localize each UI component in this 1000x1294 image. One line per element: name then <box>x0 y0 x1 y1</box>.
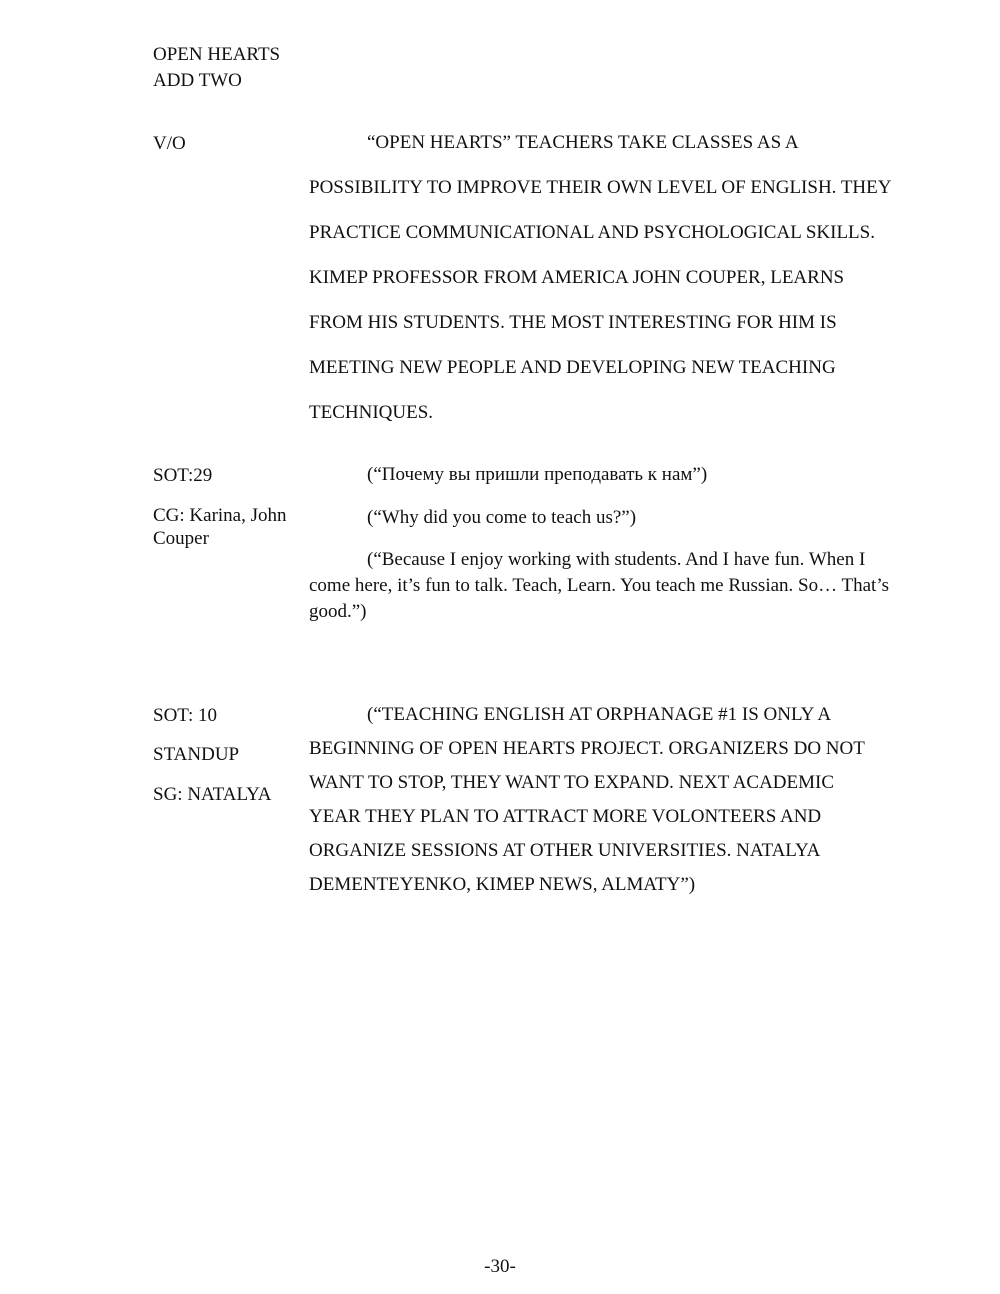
vo-line: POSSIBILITY TO IMPROVE THEIR OWN LEVEL OF ENGLISH. THEY <box>309 177 892 198</box>
answer-paragraph <box>309 547 909 625</box>
sot10-label: SOT: 10 <box>153 705 217 726</box>
sot10-line: BEGINNING OF OPEN HEARTS PROJECT. ORGANIZERS DO NOT <box>309 738 865 759</box>
sg-label: SG: NATALYA <box>153 784 272 805</box>
page-subtitle: ADD TWO <box>153 70 242 91</box>
sot29-label: SOT:29 <box>153 465 213 486</box>
vo-line: FROM HIS STUDENTS. THE MOST INTERESTING FOR HIM IS <box>309 312 837 333</box>
sot10-line: WANT TO STOP, THEY WANT TO EXPAND. NEXT ACADEMIC <box>309 772 835 793</box>
vo-line: PRACTICE COMMUNICATIONAL AND PSYCHOLOGICAL SKILLS. <box>309 222 875 243</box>
sot10-line: DEMENTEYENKO, KIMEP NEWS, ALMATY”) <box>309 874 696 895</box>
vo-line: KIMEP PROFESSOR FROM AMERICA JOHN COUPER, LEARNS <box>309 267 845 288</box>
vo-label: V/O <box>153 133 186 154</box>
page-title: OPEN HEARTS <box>153 44 281 65</box>
russian-question: (“Почему вы пришли преподавать к нам”) <box>367 464 708 485</box>
cg-label: CG: Karina, John Couper <box>153 505 287 549</box>
english-question: (“Why did you come to teach us?”) <box>367 507 637 528</box>
sot10-line: ORGANIZE SESSIONS AT OTHER UNIVERSITIES. NATALYA <box>309 840 821 861</box>
sot10-line: (“TEACHING ENGLISH AT ORPHANAGE #1 IS ONLY A <box>367 704 832 725</box>
sot10-line: YEAR THEY PLAN TO ATTRACT MORE VOLONTEERS AND <box>309 806 822 827</box>
vo-line: TECHNIQUES. <box>309 402 434 423</box>
vo-line: MEETING NEW PEOPLE AND DEVELOPING NEW TEACHING <box>309 357 836 378</box>
standup-label: STANDUP <box>153 744 240 765</box>
vo-line: “OPEN HEARTS” TEACHERS TAKE CLASSES AS A <box>367 132 799 153</box>
answer-text: (“Because I enjoy working with students. And I have fun. When I come here, it’s fun to talk. Teach, Learn. You teach me Russian. So… That’s good.”) <box>309 549 889 622</box>
page-number: -30- <box>484 1256 516 1277</box>
